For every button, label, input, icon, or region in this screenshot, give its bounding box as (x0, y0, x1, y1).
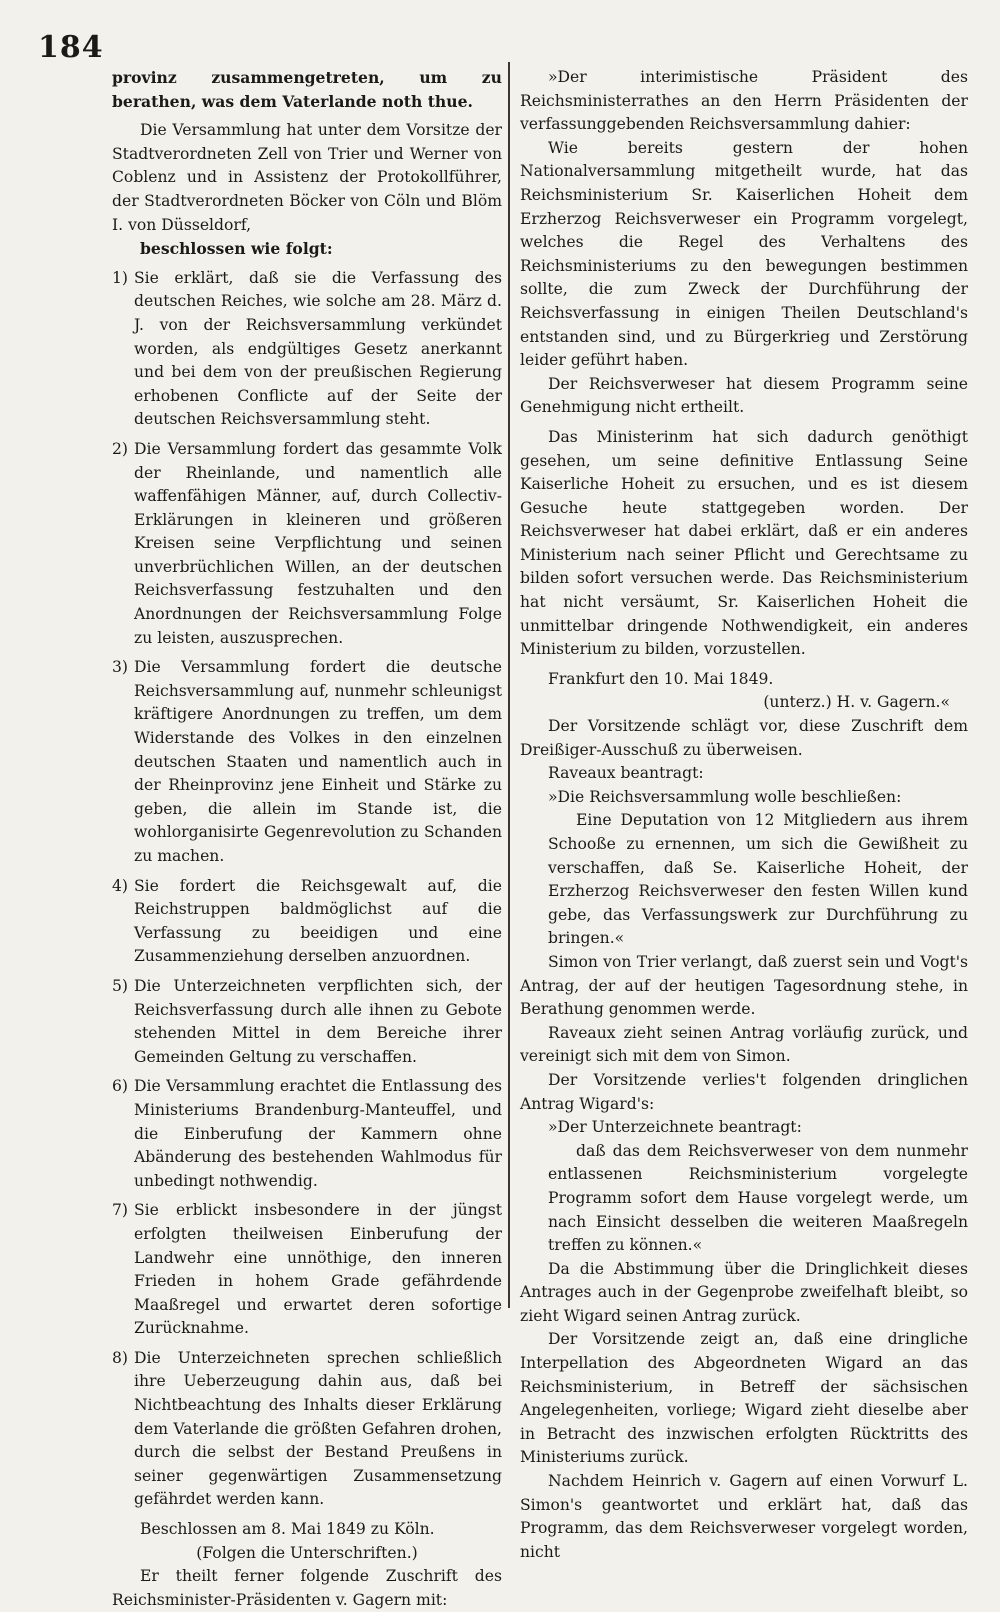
letter-paragraph-2: Der Reichsverweser hat diesem Programm seine Genehmigung nicht ertheilt. (520, 374, 968, 417)
tail-paragraph: Er theilt ferner folgende Zuschrift des Reichsminister-Präsidenten v. Gagern mit: (112, 1567, 502, 1609)
resolution-item-2 (112, 438, 502, 650)
wigard-quote (520, 1116, 968, 1258)
interpellation-paragraph: Der Vorsitzende zeigt an, daß eine dringliche Interpellation des Abgeordneten Wigard an das Reichsministerium, in Betreff der sächsischen Angelegenheiten, vorliege; Wigard zieht dieselbe aber in Betracht des inzwischen erfolgten Rücktritts des Ministeriums zurück. (520, 1330, 968, 1467)
closing-line: Beschlossen am 8. Mai 1849 zu Köln. (140, 1520, 435, 1539)
item-text: Sie erklärt, daß sie die Verfassung des deutschen Reiches, wie solche am 28. März d. J. von der Reichsversammlung verkündet worden, als endgültiges Gesetz anerkannt und bei dem von der preußischen Regierung erhobenen Conflicte auf der Seite der deutschen Reichsversammlung steht. (134, 268, 502, 429)
letter-date: Frankfurt den 10. Mai 1849. (548, 669, 774, 688)
wigard-quote-body: daß das dem Reichsverweser von dem nunmehr entlassenen Reichsministerium vorgelegte Programm sofort dem Hause vorgelegt werde, um nach Einsicht desselben die weiteren Maaßregeln treffen zu können.« (548, 1141, 968, 1255)
raveaux-withdrawal: Raveaux zieht seinen Antrag vorläufig zurück, und vereinigt sich mit dem von Simon. (520, 1023, 968, 1066)
raveaux-quote-body: Eine Deputation von 12 Mitgliedern aus ihrem Schooße zu ernennen, um sich die Gewißheit zu verschaffen, daß Se. Kaiserliche Hoheit, der Erzherzog Reichsverweser den festen Willen kund gebe, das Verfassungswerk zur Durchführung zu bringen.« (548, 811, 968, 948)
letter-heading: »Der interimistische Präsident des Reichsministerrathes an den Herrn Präsidenten der verfassunggebenden Reichsversammlung dahier: (520, 68, 968, 134)
item-text: Die Unterzeichneten sprechen schließlich ihre Ueberzeugung dahin aus, daß bei Nichtbeachtung des Inhalts dieser Erklärung dem Vaterlande die größten Gefahren drohen, durch die selbst der Bestand Preußens in seiner gegenwärtigen Zusammensetzung gefährdet werden kann. (134, 1348, 502, 1509)
letter-signature: (unterz.) H. v. Gagern.« (763, 693, 950, 712)
item-text: Die Versammlung fordert das gesammte Volk der Rheinlande, und namentlich alle waffenfähigen Männer, auf, durch Collectiv-Erklärungen in kleineren und größeren Kreisen seine Verpflichtung und seinen unverbrüchlichen Willen, an der deutschen Reichsverfassung festzuhalten und den Anordnungen der Reichsversammlung Folge zu leisten, auszusprechen. (134, 439, 502, 647)
resolution-item-3 (112, 656, 502, 868)
left-column (112, 66, 502, 1612)
item-number: 6) (112, 1077, 129, 1096)
vote-paragraph: Da die Abstimmung über die Dringlichkeit dieses Antrages auch in der Gegenprobe zweifelhaft bleibt, so zieht Wigard seinen Antrag zurück. (520, 1259, 968, 1325)
item-number: 1) (112, 268, 129, 287)
item-number: 8) (112, 1348, 129, 1367)
resolution-item-4 (112, 875, 502, 969)
item-text: Die Versammlung erachtet die Entlassung des Ministeriums Brandenburg-Manteuffel, und die Einberufung der Kammern ohne Abänderung des bestehenden Wahlmodus für unbedingt nothwendig. (134, 1077, 502, 1190)
item-text: Die Unterzeichneten verpflichten sich, der Reichsverfassung durch alle ihnen zu Gebote stehenden Mittel in dem Bereiche ihrer Gemeinden Geltung zu verschaffen. (134, 976, 502, 1066)
resolution-item-1 (112, 267, 502, 432)
resolved-heading: beschlossen wie folgt: (140, 239, 333, 259)
wigard-quote-intro: »Der Unterzeichnete beantragt: (548, 1118, 802, 1137)
page-number: 184 (38, 30, 104, 65)
gagern-paragraph: Nachdem Heinrich v. Gagern auf einen Vorwurf L. Simon's geantwortet und erklärt hat, daß das Programm, das dem Reichsverweser vorgelegt worden, nicht (520, 1472, 968, 1561)
item-text: Sie erblickt insbesondere in der jüngst erfolgten theilweisen Einberufung der Landwehr eine unnöthige, den inneren Frieden in hohem Grade gefährdende Maaßregel und erwartet deren sofortige Zurücknahme. (134, 1201, 502, 1338)
resolution-item-7 (112, 1199, 502, 1341)
right-column (520, 66, 968, 1564)
simon-paragraph: Simon von Trier verlangt, daß zuerst sein und Vogt's Antrag, der auf der heutigen Tagesordnung stehe, in Berathung genommen werde. (520, 952, 968, 1019)
resolution-item-6 (112, 1075, 502, 1193)
resolution-item-8 (112, 1347, 502, 1512)
letter-paragraph-3: Das Ministerinm hat sich dadurch genöthigt gesehen, um seine definitive Entlassung Seine Kaiserliche Hoheit zu ersuchen, und es ist diesem Gesuche heute stattgegeben worden. Der Reichsverweser hat dabei erklärt, daß er ein anderes Ministerium nach seiner Pflicht und Gerechtsame zu bilden sofort versuchen werde. Das Reichsministerium hat nicht versäumt, Sr. Kaiserlichen Hoheit die unmittelbar dringende Nothwendigkeit, ein anderes Ministerium zu bilden, vorzustellen. (520, 427, 968, 659)
item-text: Die Versammlung fordert die deutsche Reichsversammlung auf, nunmehr schleunigst kräftigere Anordnungen zu treffen, um dem Widerstande des Volkes in den einzelnen deutschen Staaten und namentlich auch in der Rheinprovinz jene Einheit und Stärke zu geben, die allein im Stande ist, die wohlorganisirte Gegenrevolution zu Schanden zu machen. (134, 658, 502, 865)
column-divider (508, 62, 510, 1308)
assembly-paragraph: Die Versammlung hat unter dem Vorsitze der Stadtverordneten Zell von Trier und Werner von Coblenz und in Assistenz der Protokollführer, der Stadtverordneten Böcker von Cöln und Blöm I. von Düsseldorf, (112, 121, 502, 234)
item-number: 2) (112, 439, 129, 458)
raveaux-quote (520, 786, 968, 951)
raveaux-motion: Raveaux beantragt: (548, 764, 704, 783)
item-number: 3) (112, 658, 129, 677)
intro-text: provinz zusammengetreten, um zu berathen, was dem Vaterlande noth thue. (112, 68, 502, 111)
chairman-reading: Der Vorsitzende verlies't folgenden dringlichen Antrag Wigard's: (520, 1070, 968, 1113)
signatures-note: (Folgen die Unterschriften.) (196, 1543, 418, 1562)
item-text: Sie fordert die Reichsgewalt auf, die Reichstruppen baldmöglichst auf die Verfassung zu beeidigen und eine Zusammenziehung derselben anzuordnen. (134, 876, 502, 966)
letter-paragraph-1: Wie bereits gestern der hohen Nationalversammlung mitgetheilt wurde, hat das Reichsministerium Sr. Kaiserlichen Hoheit dem Erzherzog Reichsverweser ein Programm vorgelegt, welches die Regel des Verhaltens des Reichsministeriums zu den bewegungen bestimmen sollte, die zum Zweck der Durchführung der Reichsverfassung in einigen Theilen Deutschland's entstanden sind, und zu Bürgerkrieg und Zerstörung leider geführt haben. (520, 138, 968, 370)
item-number: 4) (112, 876, 129, 895)
raveaux-quote-intro: »Die Reichsversammlung wolle beschließen: (548, 787, 902, 806)
resolution-item-5 (112, 975, 502, 1069)
chairman-proposal: Der Vorsitzende schlägt vor, diese Zuschrift dem Dreißiger-Ausschuß zu überweisen. (520, 717, 968, 759)
item-number: 5) (112, 976, 129, 995)
item-number: 7) (112, 1201, 129, 1220)
